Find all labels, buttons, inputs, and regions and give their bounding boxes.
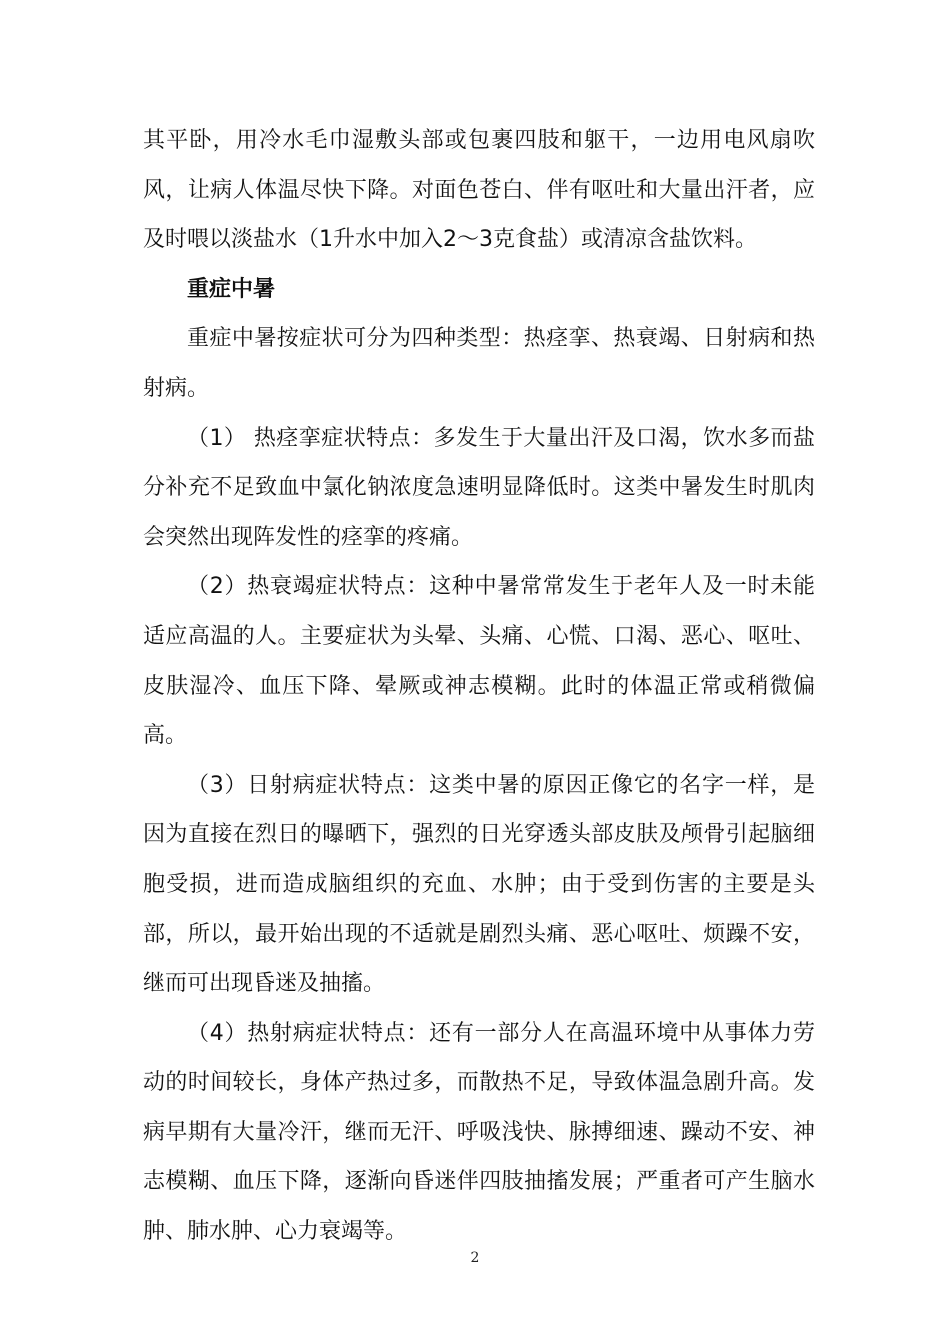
paragraph-sunstroke: （3）日射病症状特点：这类中暑的原因正像它的名字一样，是因为直接在烈日的曝晒下，强烈的日光穿透头部皮肤及颅骨引起脑细胞受损，进而造成脑组织的充血、水肿；由于受到伤害的主要是头部，所以，最开始出现的不适就是剧烈头痛、恶心呕吐、烦躁不安，继而可出现昏迷及抽搐。 (143, 772, 815, 997)
paragraph-heat-stroke: （4）热射病症状特点：还有一部分人在高温环境中从事体力劳动的时间较长，身体产热过多，而散热不足，导致体温急剧升高。发病早期有大量冷汗，继而无汗、呼吸浅快、脉搏细速、躁动不安、神志模糊、血压下降，逐渐向昏迷伴四肢抽搐发展；严重者可产生脑水肿、肺水肿、心力衰竭等。 (143, 1020, 815, 1245)
paragraph-heat-exhaustion: （2）热衰竭症状特点：这种中暑常常发生于老年人及一时未能适应高温的人。主要症状为头晕、头痛、心慌、口渴、恶心、呕吐、皮肤湿冷、血压下降、晕厥或神志模糊。此时的体温正常或稍微偏高。 (143, 574, 815, 749)
page-number: 2 (470, 1250, 480, 1266)
document-body (143, 116, 815, 1257)
paragraph-types-overview: 重症中暑按症状可分为四种类型：热痉挛、热衰竭、日射病和热射病。 (143, 326, 815, 401)
paragraph-continuation: 其平卧，用冷水毛巾湿敷头部或包裹四肢和躯干，一边用电风扇吹风，让病人体温尽快下降。对面色苍白、伴有呕吐和大量出汗者，应及时喂以淡盐水（1升水中加入2～3克食盐）或清凉含盐饮料。 (143, 128, 815, 253)
section-heading-severe-heatstroke: 重症中暑 (187, 276, 276, 302)
paragraph-heat-cramps: （1） 热痉挛症状特点：多发生于大量出汗及口渴，饮水多而盐分补充不足致血中氯化钠浓度急速明显降低时。这类中暑发生时肌肉会突然出现阵发性的痉挛的疼痛。 (143, 425, 815, 550)
